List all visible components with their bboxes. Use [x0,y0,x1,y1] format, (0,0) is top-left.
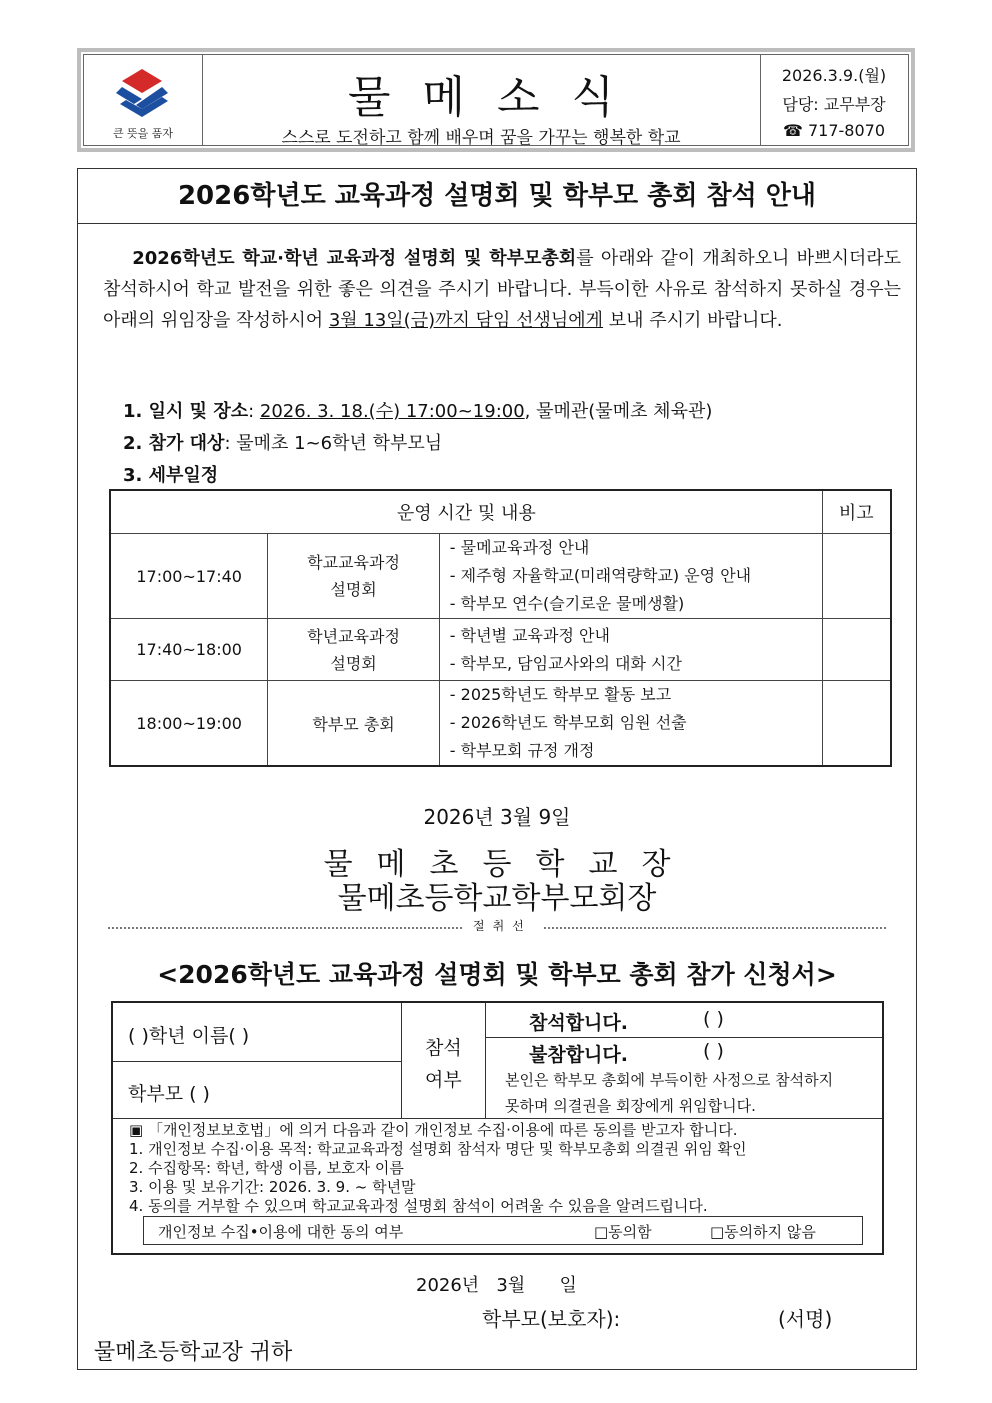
row-items: - 학년별 교육과정 안내 - 학부모, 담임교사와의 대화 시간 [439,619,822,681]
deadline-text: 3월 13일(금)까지 담임 선생님에게 [328,310,604,331]
principal-signature: 물메초등학교장 [323,847,695,882]
guardian-label: 학부모(보호자): [482,1307,621,1331]
absent-option[interactable]: 불참합니다. [529,1044,628,1066]
header-content: 운영 시간 및 내용 [110,490,822,534]
row-note [822,681,891,767]
agree-checkbox[interactable]: □동의함 [594,1223,652,1241]
parent-name-field[interactable]: 학부모 ( ) [128,1083,210,1105]
row-items: - 물메교육과정 안내 - 제주형 자율학교(미래역량학교) 운영 안내 - 학부모 연수(슬기로운 물메생활) [439,534,822,619]
intro-end: 보내 주시기 바랍니다. [603,310,783,331]
document-body [77,168,917,1370]
schedule-heading: 3. 세부일정 [123,465,219,486]
row-note [822,619,891,681]
attendance-label-1: 참석 [425,1037,462,1059]
logo-caption: 큰 뜻을 품자 [112,127,174,140]
row-time: 18:00~19:00 [110,681,268,767]
row-title: 학부모 총회 [268,681,439,767]
issue-date: 2026.3.9.(월) [781,66,887,85]
cut-label: 절취선 [463,917,542,934]
consent-label: 개인정보 수집•이용에 대한 동의 여부 [158,1223,404,1241]
school-slogan: 스스로 도전하고 함께 배우며 꿈을 가꾸는 행복한 학교 [281,128,681,148]
attend-checkbox[interactable]: ( ) [703,1008,724,1030]
row-time: 17:00~17:40 [110,534,268,619]
intro-bold: 2026학년도 학교·학년 교육과정 설명회 및 학부모총회 [132,248,577,269]
application-form [111,1001,884,1255]
row-title: 학교교육과정 설명회 [268,534,439,619]
school-logo [84,55,203,145]
school-emblem-icon [112,67,172,123]
table-row [110,534,891,619]
signature-field[interactable]: (서명) [778,1307,833,1331]
document-title: 2026학년도 교육과정 설명회 및 학부모 총회 참석 안내 [78,169,916,224]
pta-president-signature: 물메초등학교학부모회장 [337,881,657,916]
application-title: <2026학년도 교육과정 설명회 및 학부모 총회 참가 신청서> [157,960,837,989]
row-title: 학년교육과정 설명회 [268,619,439,681]
table-row [110,681,891,767]
application-date[interactable]: 2026년 3월 일 [416,1275,577,1296]
absent-checkbox[interactable]: ( ) [703,1040,724,1062]
phone-number: ☎ 717-8070 [782,121,886,140]
recipient: 물메초등학교장 귀하 [94,1340,293,1365]
newsletter-header [77,48,915,152]
event-datetime-place: 1. 일시 및 장소: 2026. 3. 18.(수) 17:00~19:00, 물메관(물메초 체육관) [123,401,713,422]
table-row [110,619,891,681]
schedule-table [109,489,892,767]
notice-date: 2026년 3월 9일 [423,805,571,829]
intro-paragraph [103,243,901,336]
attend-option[interactable]: 참석합니다. [529,1012,628,1034]
consent-box [143,1216,863,1245]
attendance-label-2: 여부 [425,1069,462,1091]
delegation-text-1: 본인은 학부모 총회에 부득이한 사정으로 참석하지 [505,1071,834,1089]
privacy-notice: ▣ 「개인정보보호법」에 의거 다음과 같이 개인정보 수집·이용에 따른 동의를 받고자 합니다. 1. 개인정보 수집·이용 목적: 학교교육과정 설명회 참석자 명단 및 학부모총회 의결권 위임 확인 2. 수집항목: 학년, 학생 이름, 보호자 이름 3. 이용 및 보유기간: 2026. 3. 9. ~ 학년말 4. 동의를 거부할 수 있으며 학교교육과정 설명회 참석이 어려울 수 있음을 알려드립니다. [129,1121,747,1215]
disagree-checkbox[interactable]: □동의하지 않음 [710,1223,816,1241]
delegation-text-2: 못하며 의결권을 회장에게 위임합니다. [505,1097,756,1115]
manager: 담당: 교무부장 [782,95,886,114]
event-target: 2. 참가 대상: 물메초 1~6학년 학부모님 [123,433,443,454]
header-note: 비고 [822,490,891,534]
row-time: 17:40~18:00 [110,619,268,681]
intro-text: 를 아래와 같이 개최하오니 바쁘시더라도 참석하시어 학교 발전을 위한 좋은 의견을 주시기 바랍니다. 부득이한 사유로 참석하지 못하실 경우는 아래의 위임장을 작성하시어 [103,248,902,331]
newsletter-title: 물메소식 [347,72,646,123]
table-header-row [110,490,891,534]
row-items: - 2025학년도 학부모 활동 보고 - 2026학년도 학부모회 임원 선출 - 학부모회 규정 개정 [439,681,822,767]
grade-name-field[interactable]: ( )학년 이름( ) [128,1025,250,1047]
row-note [822,534,891,619]
